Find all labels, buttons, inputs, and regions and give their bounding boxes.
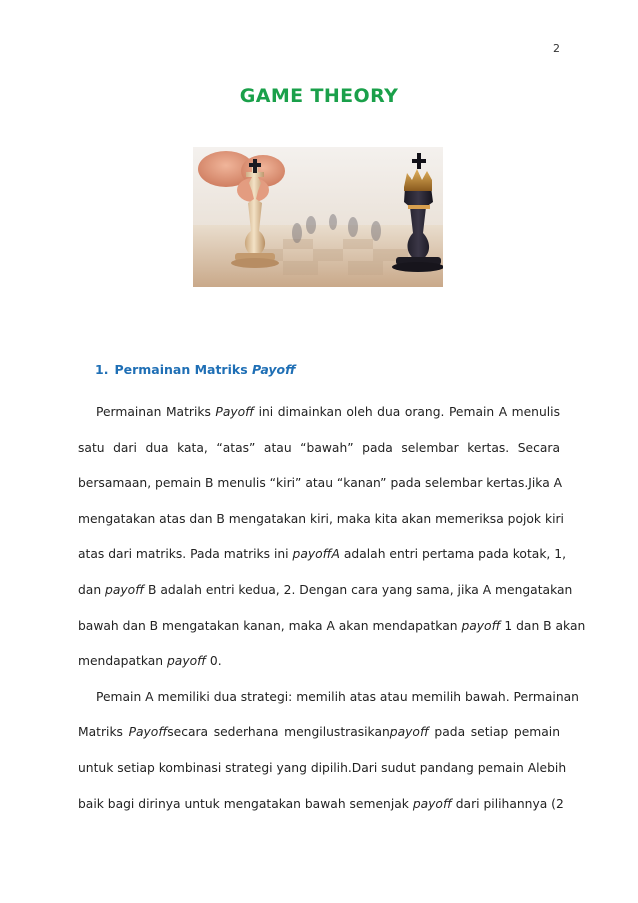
text-run: mengatakan atas dan B mengatakan kiri, maka kita akan memeriksa pojok kiri (78, 511, 564, 526)
section-heading (95, 362, 296, 377)
text-line (78, 573, 573, 609)
section-heading-italic: Payoff (252, 362, 296, 377)
text-run: satu dari dua kata, “atas” atau “bawah” pada selembar kertas. Secara (78, 440, 560, 455)
text-run: dan (78, 582, 106, 597)
body-text (78, 395, 586, 822)
text-run: bersamaan, pemain B menulis “kiri” atau “kanan” pada selembar kertas.Jika A (78, 476, 563, 491)
text-run: mendapatkan (78, 654, 167, 669)
text-run: 0. (206, 654, 222, 669)
italic-term: payoffA (292, 547, 340, 562)
text-run: baik bagi dirinya untuk mengatakan bawah semenjak (78, 796, 413, 811)
italic-term: Payoff (215, 405, 255, 419)
text-run: atas dari matriks. Pada matriks ini (78, 547, 293, 562)
text-run: Permainan Matriks (96, 405, 216, 419)
italic-term: payoff (461, 618, 501, 633)
text-run: dari pilihannya (2 (451, 796, 564, 811)
text-line (78, 537, 566, 573)
text-line (78, 502, 564, 538)
section-number: 1. (95, 362, 109, 377)
text-run: pada setiap pemain (428, 725, 560, 740)
text-run: Pemain A memiliki dua strategi: memilih atas atau memilih bawah. Permainan (96, 689, 579, 704)
text-run: Matriks (78, 725, 129, 740)
text-line (78, 644, 560, 680)
text-run: adalah entri pertama pada kotak, 1, (339, 547, 566, 562)
text-run: secara sederhana mengilustrasikan (167, 725, 390, 740)
text-line (78, 395, 560, 431)
text-line (78, 431, 560, 467)
italic-term: payoff (389, 725, 429, 740)
text-run: 1 dan B akan (500, 618, 586, 633)
paragraph-1 (78, 395, 586, 680)
italic-term: payoff (105, 582, 145, 597)
page-number: 2 (553, 42, 560, 55)
text-line (78, 609, 586, 645)
text-line (78, 787, 564, 823)
text-line (78, 715, 560, 751)
italic-term: payoff (412, 796, 452, 811)
text-line (78, 680, 579, 716)
italic-term: payoff (166, 654, 207, 669)
italic-term: Payoff (128, 725, 168, 740)
text-run: B adalah entri kedua, 2. Dengan cara yang sama, jika A mengatakan (144, 582, 573, 597)
page-title: GAME THEORY (239, 85, 399, 107)
paragraph-2 (78, 680, 579, 822)
section-heading-text: Permainan Matriks (114, 362, 252, 377)
text-run: untuk setiap kombinasi strategi yang dipilih.Dari sudut pandang pemain Alebih (78, 760, 567, 775)
text-run: bawah dan B mengatakan kanan, maka A akan mendapatkan (78, 618, 462, 633)
text-run: ini dimainkan oleh dua orang. Pemain A menulis (254, 405, 560, 419)
text-line (78, 751, 567, 787)
chess-pieces-image (193, 147, 443, 287)
text-line (78, 466, 563, 502)
